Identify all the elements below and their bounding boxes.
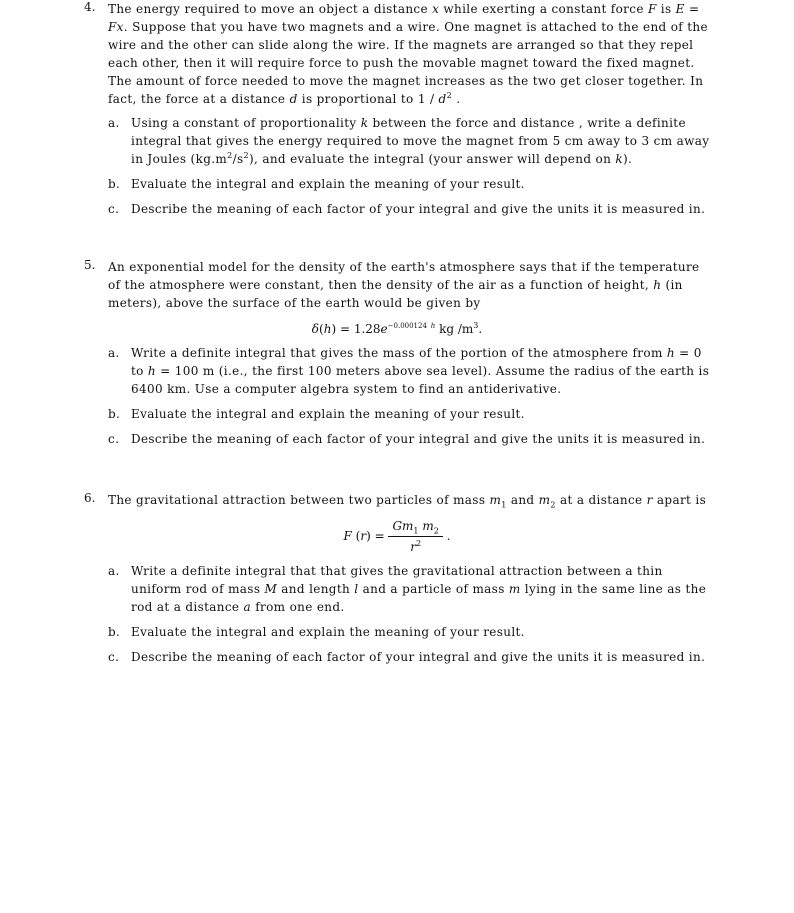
sub-question-c: c. Describe the meaning of each factor of your integral and give the units it is measured in. [108,202,706,216]
problem-statement: The energy required to move an object a distance x while exerting a constant force F is E = Fx. Suppose that you have two magnets and a wire. One magnet is attached to the end of the wire and the other can slide along the wire. If the magnets are arranged so that they repel each other, then it will require force to push the movable magnet toward the fixed magnet. The amount of force needed to move the magnet increases as the two get closer together. In fact, the force at a distance d is proportional to $1 / d^2$ . [108,2,708,106]
sub-question-b: b. Evaluate the integral and explain the meaning of your result. [108,177,525,191]
sub-questions [84,344,710,448]
sub-question-label: a. [108,346,120,360]
problem-statement: The gravitational attraction between two particles of mass $m_1$ and $m_2$ at a distance r apart is [108,493,707,510]
sub-question-a: a. Using a constant of proportionality k between the force and distance , write a definite integral that gives the energy required to move the magnet from 5 cm away to 3 cm away in Joules $(kg.m^2/s^2)$, and evaluate the integral (your answer will depend on k). [108,116,710,166]
sub-question-b: b. Evaluate the integral and explain the meaning of your result. [108,625,525,639]
sub-question-a: a. Write a definite integral that gives the mass of the portion of the atmosphere from h = 0 to h = 100 m (i.e., the first 100 meters above sea level). Assume the radius of the earth is 6400 km. Use a computer algebra system to find an antiderivative. [108,346,710,396]
problem-statement: An exponential model for the density of the earth's atmosphere says that if the temperature of the atmosphere were constant, then the density of the air as a function of height, h (in meters), above the surface of the earth would be given by [108,260,700,310]
sub-question-label: a. [108,116,120,130]
sub-questions [84,562,710,666]
fraction: $\frac{Gm_1 m_2}{r^2}$ [388,517,442,556]
sub-question-label: b. [108,177,121,191]
gravitation-equation: F (r) = $\frac{Gm_1 m_2}{r^2}$ . [343,519,451,554]
density-equation: $\delta(h) = 1.28e^{-0.000124}$ $^h$ kg $/m^3$. [311,321,483,336]
problem-5 [84,258,710,455]
sub-question-b: b. Evaluate the integral and explain the meaning of your result. [108,407,525,421]
problem-4 [84,0,710,225]
problem-number: 6. [84,491,96,505]
problem-number: 4. [84,0,96,14]
sub-question-label: b. [108,407,121,421]
problem-6 [84,491,710,673]
sub-questions [84,114,710,218]
problem-number: 5. [84,258,96,272]
sub-question-c: c. Describe the meaning of each factor of your integral and give the units it is measured in. [108,650,706,664]
sub-question-label: b. [108,625,121,639]
sub-question-c: c. Describe the meaning of each factor of your integral and give the units it is measured in. [108,432,706,446]
sub-question-label: a. [108,564,120,578]
sub-question-label: c. [108,202,120,216]
sub-question-a: a. Write a definite integral that that gives the gravitational attraction between a thin uniform rod of mass M and length l and a particle of mass m lying in the same line as the rod at a distance a from one end. [108,564,707,614]
sub-question-label: c. [108,650,120,664]
sub-question-label: c. [108,432,120,446]
